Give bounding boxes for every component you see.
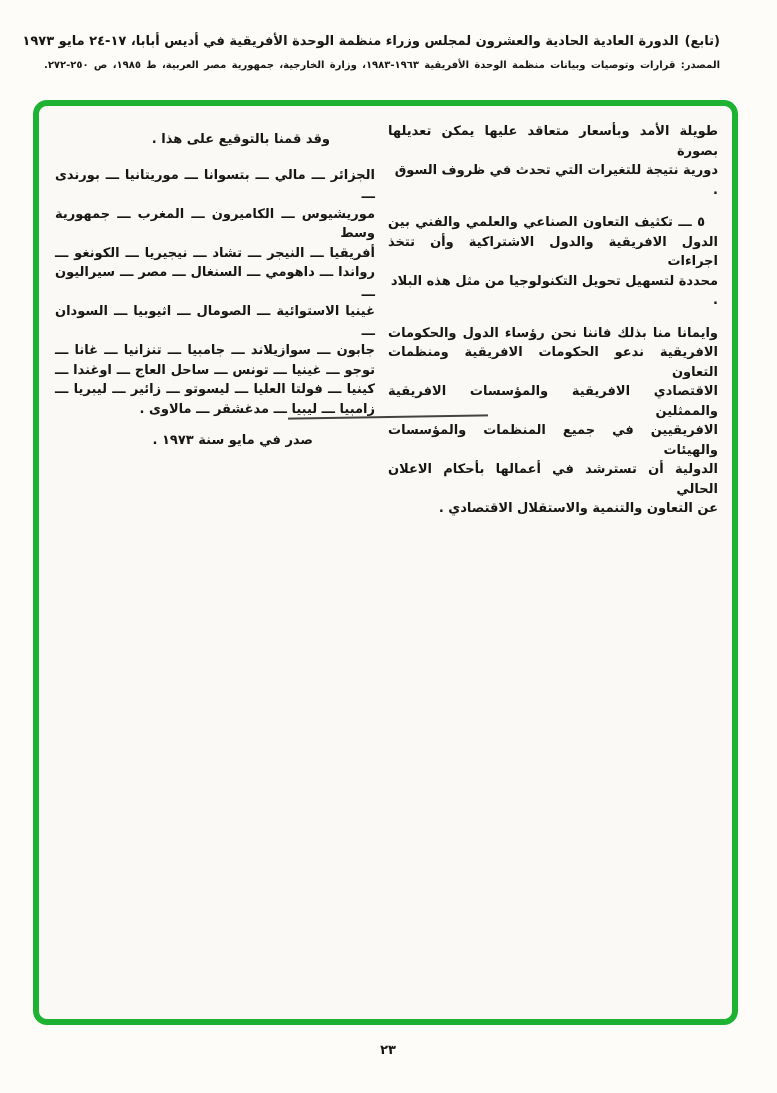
text-line: ٥ ـــ تكثيف التعاون الصناعي والعلمي والفني بين — [388, 215, 705, 230]
text-line: الافريقيين في جميع المنظمات والمؤسسات والهيئات — [388, 423, 718, 458]
text-line: دورية نتيجة للتغيرات التي تحدث في ظروف السوق . — [394, 163, 718, 198]
country-line: زامبيا ـــ ليبيا ـــ مدغشقر ـــ مالاوى . — [139, 401, 375, 417]
text-line: الدولية أن تسترشد في أعمالها بأحكام الاعلان الحالي — [388, 462, 718, 497]
column-right — [388, 122, 718, 532]
text-line: الاقتصادي الافريقية والمؤسسات الافريقية والممثلين — [388, 384, 718, 419]
country-line: رواندا ـــ داهومي ـــ السنغال ـــ مصر ـــ سيراليون ـــ — [55, 265, 375, 300]
text-line: الدول الافريقية والدول الاشتراكية وأن تتخذ اجراءات — [388, 234, 718, 269]
page-header — [22, 31, 721, 73]
issued-date-line: صدر في مايو سنة ١٩٧٣ . — [152, 433, 313, 448]
country-line: غينيا الاستوائية ـــ الصومال ـــ اثيوبيا ـــ السودان ـــ — [55, 304, 375, 339]
paragraph-market-prices — [388, 122, 718, 200]
signatory-countries-list — [55, 166, 375, 420]
page-number: ٢٣ — [380, 1043, 396, 1058]
text-line: محددة لتسهيل تحويل التكنولوجيا من مثل هذه البلاد . — [390, 273, 718, 308]
country-line: موريشيوس ـــ الكاميرون ـــ المغرب ـــ جمهورية وسط — [55, 206, 375, 241]
country-line: الجزائر ـــ مالي ـــ بتسوانا ـــ موريتانيا ـــ بورندى ـــ — [55, 167, 375, 202]
paragraph-declaration — [388, 324, 718, 519]
text-line: طويلة الأمد وبأسعار متعاقد عليها يمكن تعديلها بصورة — [388, 124, 718, 159]
header-title: الدورة العادية الحادية والعشرون لمجلس وزراء منظمة الوحدة الأفريقية في أديس أبابا، ١٧-٢٤ مايو ١٩٧٣ — [22, 34, 679, 49]
country-line: جابون ـــ سوازيلاند ـــ جامبيا ـــ تنزانيا ـــ غانا ـــ — [55, 343, 375, 358]
text-line: وايمانا منا بذلك فاننا نحن رؤساء الدول والحكومات — [388, 325, 718, 341]
column-left — [55, 130, 375, 451]
header-source-line: المصدر: قرارات وتوصيات وبيانات منظمة الوحدة الأفريقية ١٩٦٣-١٩٨٣، وزارة الخارجية، جمهورية مصر العربية، ط ١٩٨٥، ص ٢٥٠-٢٧٢. — [44, 60, 721, 71]
country-line: أفريقيا ـــ النيجر ـــ تشاد ـــ نيجيريا ـــ الكونغو ـــ — [55, 245, 375, 261]
country-line: توجو ـــ غينيا ـــ تونس ـــ ساحل العاج ـــ اوغندا ـــ — [55, 362, 375, 378]
paragraph-item-5 — [388, 213, 718, 311]
text-line: عن التعاون والتنمية والاستقلال الاقتصادي . — [438, 501, 718, 516]
signature-intro: وقد قمنا بالتوقيع على هذا . — [151, 132, 330, 147]
header-title-line — [22, 31, 720, 52]
text-line: الافريقية ندعو الحكومات الافريقية ومنظمات التعاون — [388, 345, 718, 380]
country-line: كينيا ـــ فولتا العليا ـــ ليسوتو ـــ زائير ـــ ليبريا ـــ — [55, 382, 375, 397]
header-continuation-tag: (تابع) — [684, 34, 720, 49]
